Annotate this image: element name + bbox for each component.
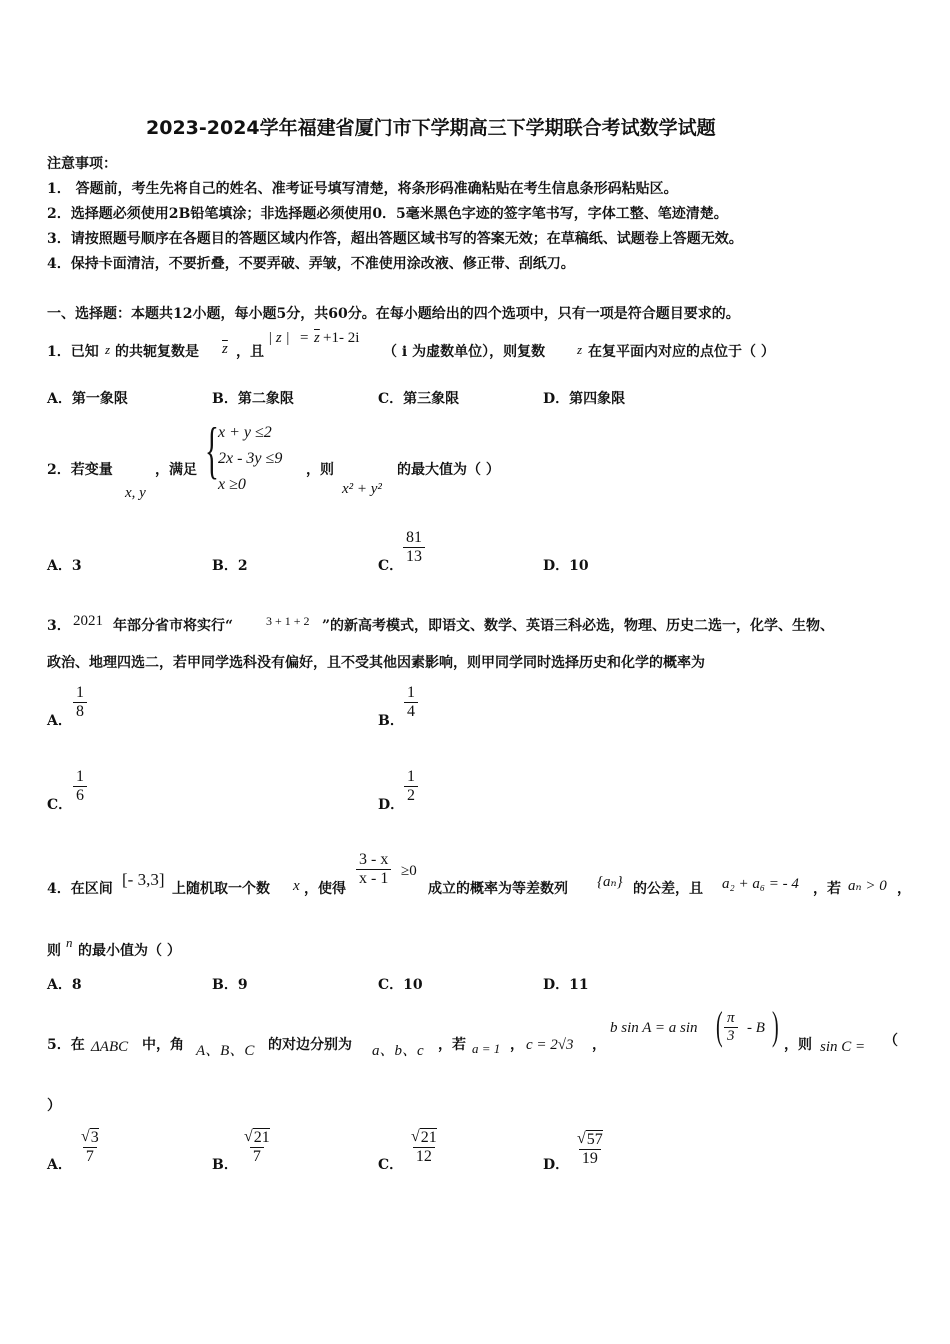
q5-text-1: 5．在	[47, 1037, 85, 1053]
q5-paren-open: （	[884, 1033, 898, 1049]
q1-option-a[interactable]: A．第一象限	[47, 391, 128, 407]
q4-var-n: n	[66, 935, 73, 950]
q4-option-a[interactable]: A．8	[47, 977, 82, 993]
q2-brace: {	[205, 414, 219, 485]
q5-comma-1: ，	[510, 1037, 524, 1053]
q4-ineq-rel: ≥0	[401, 863, 417, 879]
q2-text-2: ，满足	[155, 462, 197, 478]
q5-paren-close: ）	[47, 1098, 61, 1114]
q5-paren-left: (	[716, 1003, 723, 1048]
q1-var-z2: z	[577, 342, 583, 357]
q5-option-d-fraction[interactable]: √ 57 19	[577, 1130, 603, 1168]
q2-option-d[interactable]: D．10	[543, 558, 589, 574]
q1-eq-rest: +1- 2i	[323, 330, 360, 346]
q2-system	[218, 420, 282, 498]
q1-eq-zbar: $\overline{z}$	[314, 330, 320, 346]
q5-angles: A、B、C	[196, 1043, 255, 1059]
q5-text-3: 的对边分别为	[268, 1037, 352, 1053]
q2-text-4: 的最大值为（ ）	[397, 462, 500, 478]
q4-text-5: 的公差，且	[633, 881, 703, 897]
q3-option-a-label[interactable]: A．	[47, 713, 72, 729]
q3-year: 2021	[73, 613, 103, 629]
q4-text-1: 4．在区间	[47, 881, 113, 897]
q3-option-b-label[interactable]: B．	[378, 713, 404, 729]
q4-var-x: x	[293, 878, 300, 894]
q1-text-3: ，且	[236, 344, 264, 360]
q3-text-1: 年部分省市将实行“	[113, 618, 234, 634]
q4-cond: a₂ + a₆ = - 4	[722, 876, 799, 892]
q4-option-d[interactable]: D．11	[543, 977, 589, 993]
page-title: 2023-2024学年福建省厦门市下学期高三下学期联合考试数学试题	[146, 117, 716, 139]
q2-ineq-3: x ≥0	[218, 476, 246, 493]
q2-vars: x, y	[125, 485, 146, 501]
q3-text-2: ”的新高考模式，即语文、数学、英语三科必选，物理、历史二选一，化学、生物、	[322, 618, 835, 634]
notice-heading: 注意事项：	[47, 156, 117, 172]
q1-text-5: 在复平面内对应的点位于（ ）	[588, 344, 775, 360]
q1-option-b[interactable]: B．第二象限	[212, 391, 294, 407]
q2-option-a[interactable]: A．3	[47, 558, 82, 574]
q5-text-2: 中，角	[142, 1037, 184, 1053]
q1-eq-abs: | z |	[268, 330, 290, 346]
q5-eq-fraction: $\frac{\pi}{3}$	[724, 1010, 738, 1046]
q3-option-d-label[interactable]: D．	[378, 797, 405, 813]
q5-c-val: c = 2√3	[526, 1037, 574, 1053]
q5-option-b-fraction[interactable]: √ 21 7	[244, 1128, 270, 1166]
notice-item-1: 1． 答题前，考生先将自己的姓名、准考证号填写清楚，将条形码准确粘贴在考生信息条形码粘贴区。	[47, 181, 678, 197]
q4-interval: [- 3,3]	[122, 870, 165, 889]
q2-option-c-label[interactable]: C．	[378, 558, 404, 574]
q3-option-a-fraction[interactable]: $\frac{1}{8}$	[73, 684, 87, 722]
q4-text-9: 的最小值为（ ）	[78, 943, 181, 959]
q5-option-a-label[interactable]: A．	[47, 1157, 72, 1173]
q5-paren-right: )	[772, 1003, 779, 1048]
q5-sides: a、b、c	[372, 1043, 424, 1059]
q2-option-b[interactable]: B．2	[212, 558, 248, 574]
q5-eq-b: - B	[747, 1020, 765, 1036]
q5-text-5: ，则	[784, 1037, 812, 1053]
notice-item-4: 4．保持卡面清洁，不要折叠，不要弄破、弄皱，不准使用涂改液、修正带、刮纸刀。	[47, 256, 575, 272]
q2-text-3: ，则	[306, 462, 334, 478]
q3-mode: 3 + 1 + 2	[266, 614, 310, 628]
q3-num: 3．	[47, 618, 71, 634]
q4-text-2: 上随机取一个数	[172, 881, 270, 897]
q1-var-z: z	[105, 342, 111, 357]
q4-ineq-fraction: $\frac{3 - x}{x - 1}$	[356, 851, 391, 889]
q5-eq-left: b sin A = a sin	[610, 1020, 698, 1036]
q5-triangle: ΔABC	[91, 1039, 129, 1055]
q4-cond2: aₙ > 0	[848, 878, 887, 894]
q1-eq-sign: =	[300, 330, 309, 346]
notice-item-2: 2．选择题必须使用2B铅笔填涂；非选择题必须使用0．5毫米黑色字迹的签字笔书写，字体工整、笔迹清楚。	[47, 206, 728, 222]
q2-ineq-1: x + y ≤2	[218, 424, 272, 441]
q4-seq: {aₙ}	[597, 874, 623, 890]
q4-text-4: 成立的概率为等差数列	[428, 881, 568, 897]
q4-option-b[interactable]: B．9	[212, 977, 248, 993]
q2-expr: x² + y²	[342, 481, 382, 497]
q4-text-7: ，	[897, 881, 911, 897]
q5-option-b-label[interactable]: B．	[212, 1157, 238, 1173]
q2-ineq-2: 2x - 3y ≤9	[218, 450, 283, 467]
q1-zbar: $\overline{z}$	[222, 341, 228, 357]
q1-option-c[interactable]: C．第三象限	[378, 391, 460, 407]
q5-option-c-label[interactable]: C．	[378, 1157, 404, 1173]
q1-option-d[interactable]: D．第四象限	[543, 391, 626, 407]
section-heading: 一、选择题：本题共12小题，每小题5分，共60分。在每小题给出的四个选项中，只有一项是符合题目要求的。	[47, 306, 740, 322]
q5-option-a-fraction[interactable]: √ 3 7	[81, 1128, 99, 1166]
q5-option-d-label[interactable]: D．	[543, 1157, 570, 1173]
q5-text-4: ，若	[438, 1037, 466, 1053]
q1-text-2: 的共轭复数是	[115, 344, 199, 360]
q4-text-3: ，使得	[304, 881, 346, 897]
q3-text-3: 政治、地理四选二，若甲同学选科没有偏好，且不受其他因素影响，则甲同学同时选择历史和化学的概率为	[47, 655, 705, 671]
q5-option-c-fraction[interactable]: √ 21 12	[411, 1128, 437, 1166]
q4-option-c[interactable]: C．10	[378, 977, 423, 993]
q5-sinC: sin C =	[820, 1039, 866, 1055]
q3-option-b-fraction[interactable]: $\frac{1}{4}$	[404, 684, 418, 722]
q4-text-8: 则	[47, 943, 61, 959]
q5-comma-2: ，	[592, 1037, 606, 1053]
q3-option-d-fraction[interactable]: $\frac{1}{2}$	[404, 768, 418, 806]
notice-item-3: 3．请按照题号顺序在各题目的答题区域内作答，超出答题区域书写的答案无效；在草稿纸、试题卷上答题无效。	[47, 231, 743, 247]
q3-option-c-fraction[interactable]: $\frac{1}{6}$	[73, 768, 87, 806]
q3-option-c-label[interactable]: C．	[47, 797, 73, 813]
q2-option-c-fraction[interactable]: $\frac{81}{13}$	[403, 529, 425, 567]
q5-a-val: a = 1	[472, 1041, 501, 1056]
q4-text-6: ，若	[813, 881, 841, 897]
q1-text-1: 1．已知	[47, 344, 99, 360]
q2-text-1: 2．若变量	[47, 462, 113, 478]
q1-text-4: （ i 为虚数单位），则复数	[383, 344, 546, 360]
